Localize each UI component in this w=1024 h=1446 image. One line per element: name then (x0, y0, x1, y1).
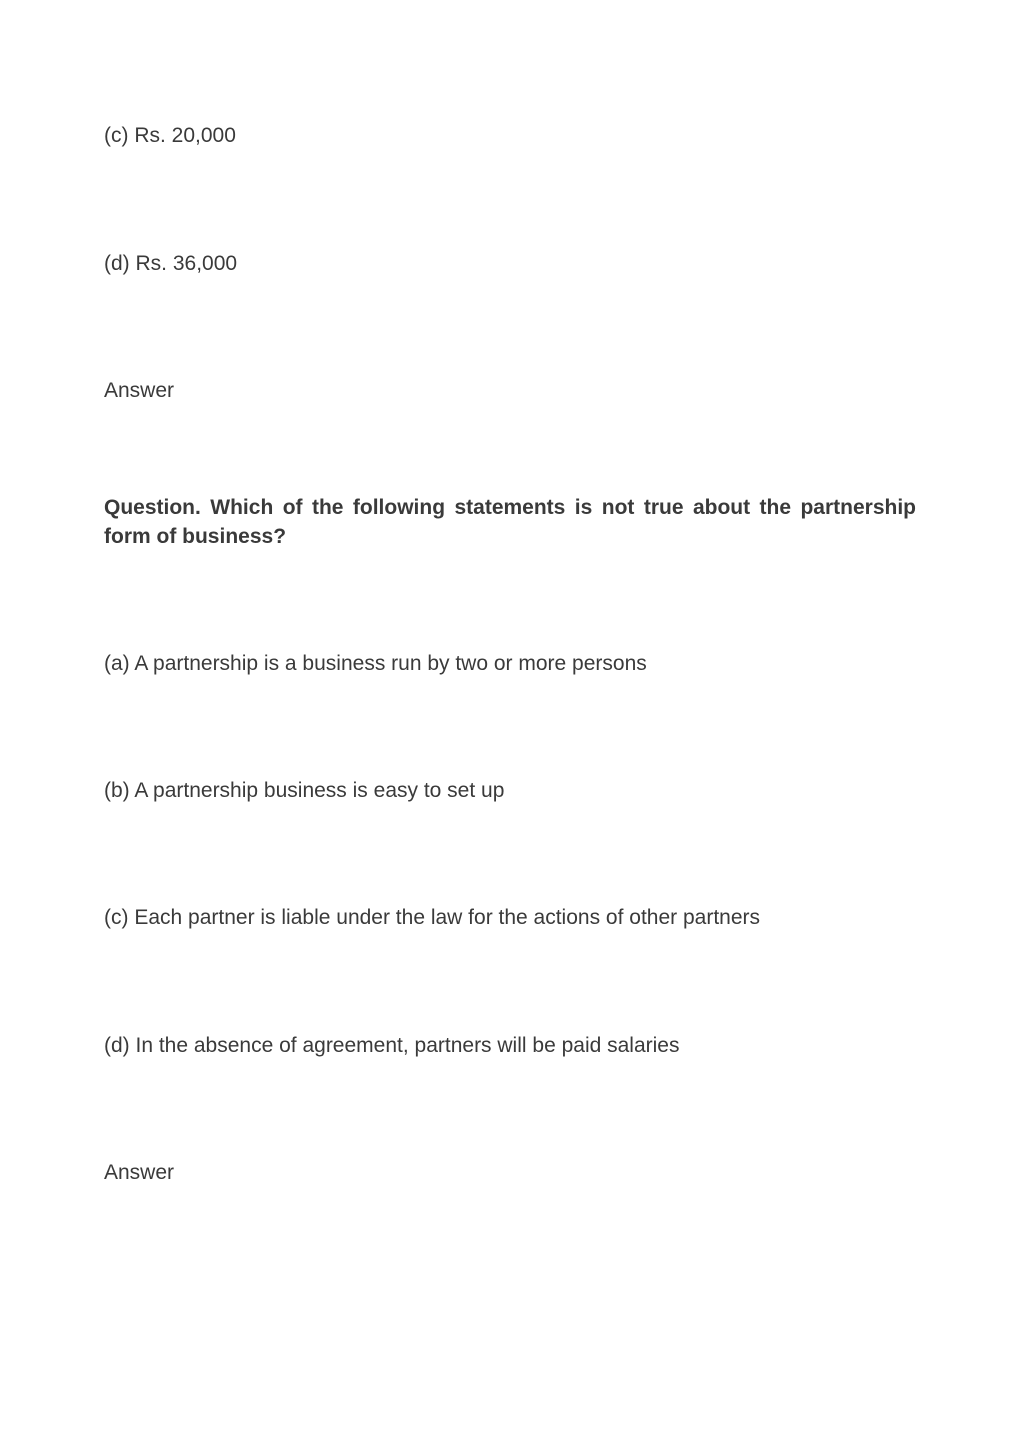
option-a: (a) A partnership is a business run by two or more persons (104, 652, 647, 675)
answer-label: Answer (104, 1161, 175, 1184)
option-c: (c) Each partner is liable under the law for the actions of other partners (104, 906, 761, 929)
answer-label: Answer (104, 379, 175, 402)
option-b: (b) A partnership business is easy to set up (104, 779, 505, 802)
option-d: (d) In the absence of agreement, partners will be paid salaries (104, 1034, 680, 1057)
option-c-previous: (c) Rs. 20,000 (104, 124, 236, 147)
option-d-previous: (d) Rs. 36,000 (104, 252, 238, 275)
question-text: Question. Which of the following statements is not true about the partnership form of business? (104, 496, 916, 548)
